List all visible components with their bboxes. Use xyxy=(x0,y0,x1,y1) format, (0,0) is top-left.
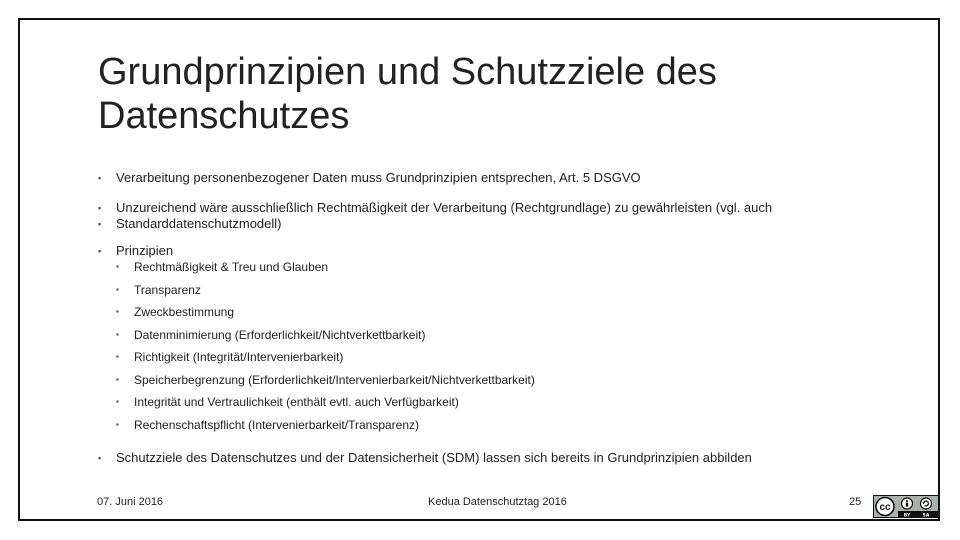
attribution-icon xyxy=(902,498,913,509)
bullet-schutzziele: ▪ Schutzziele des Datenschutzes und der Datensicherheit (SDM) lassen sich bereits in Grundprinzipien abbilden xyxy=(98,450,858,466)
title-line-2: Datenschutzes xyxy=(98,95,350,137)
cc-logo-icon xyxy=(876,498,894,516)
slide-title xyxy=(98,50,878,138)
principle-item: ▪ Richtigkeit (Integrität/Intervenierbarkeit) xyxy=(116,349,858,372)
share-alike-icon xyxy=(921,498,932,509)
principle-item: ▪ Rechenschaftspflicht (Intervenierbarkeit/Transparenz) xyxy=(116,417,858,440)
bullet-art5: ▪ Verarbeitung personenbezogener Daten muss Grundprinzipien entsprechen, Art. 5 DSGVO xyxy=(98,170,858,186)
sa-label: SA xyxy=(922,513,930,517)
principles-list xyxy=(116,259,858,440)
bullet-rechtmaessigkeit-line-1: ▪ Unzureichend wäre ausschließlich Rechtmäßigkeit der Verarbeitung (Rechtgrundlage) zu gewährleisten (vgl. auch xyxy=(98,200,858,216)
principle-item: ▪ Zweckbestimmung xyxy=(116,304,858,327)
principle-item: ▪ Speicherbegrenzung (Erforderlichkeit/Intervenierbarkeit/Nichtverkettbarkeit) xyxy=(116,372,858,394)
by-label: BY xyxy=(903,513,911,517)
title-line-1: Grundprinzipien und Schutzziele des xyxy=(98,51,717,93)
bullet-prinzipien: ▪ Prinzipien xyxy=(98,243,858,259)
footer-page-number: 25 xyxy=(849,496,862,508)
principle-item: ▪ Datenminimierung (Erforderlichkeit/Nichtverkettbarkeit) xyxy=(116,327,858,349)
bullet-rechtmaessigkeit-cont: Standarddatenschutzmodell) xyxy=(116,216,282,231)
footer-event: Kedua Datenschutztag 2016 xyxy=(428,496,567,508)
cc-by-sa-graphic xyxy=(874,496,938,517)
slide-content xyxy=(98,170,858,466)
cc-logo-text: cc xyxy=(879,502,891,513)
bullet-rechtmaessigkeit-line-2 xyxy=(98,216,858,232)
principle-item: ▪ Transparenz xyxy=(116,282,858,304)
principle-item: ▪ Rechtmäßigkeit & Treu und Glauben xyxy=(116,259,858,282)
cc-by-sa-badge xyxy=(873,495,939,518)
bullet-rechtmaessigkeit xyxy=(98,200,858,232)
footer-date: 07. Juni 2016 xyxy=(97,496,164,508)
principle-item: ▪ Integrität und Vertraulichkeit (enthält evtl. auch Verfügbarkeit) xyxy=(116,394,858,417)
